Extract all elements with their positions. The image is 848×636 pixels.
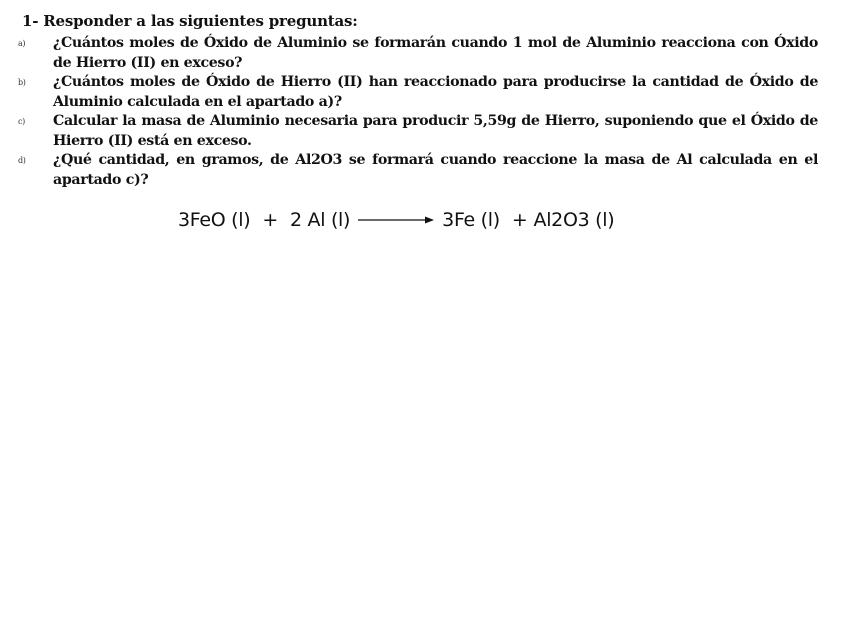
- right-arrow-icon: [358, 214, 434, 226]
- product-fe: 3Fe (l): [442, 209, 500, 231]
- question-list: [18, 34, 818, 190]
- question-text: Calcular la masa de Aluminio necesaria para producir 5,59g de Hierro, suponiendo que el Óxido de Hierro (II) está en exceso.: [53, 113, 818, 149]
- question-item-c: [18, 112, 818, 151]
- question-marker: b): [18, 78, 26, 87]
- product-al2o3: Al2O3 (l): [533, 209, 615, 231]
- question-marker: c): [18, 117, 25, 126]
- question-item-a: [18, 34, 818, 73]
- question-marker: d): [18, 156, 26, 165]
- chemical-equation: [178, 205, 614, 235]
- question-text: ¿Cuántos moles de Óxido de Aluminio se formarán cuando 1 mol de Aluminio reacciona con Óxido de Hierro (II) en exceso?: [53, 35, 818, 71]
- reactant-feo: 3FeO (l): [178, 209, 251, 231]
- section-heading: 1- Responder a las siguientes preguntas:: [22, 12, 358, 30]
- plus-sign: +: [511, 209, 528, 231]
- reactant-al: 2 Al (l): [290, 209, 351, 231]
- plus-sign: +: [262, 209, 278, 231]
- question-text: ¿Qué cantidad, en gramos, de Al2O3 se formará cuando reaccione la masa de Al calculada en el apartado c)?: [53, 152, 818, 188]
- question-item-b: [18, 73, 818, 112]
- question-marker: a): [18, 39, 26, 48]
- question-item-d: [18, 151, 818, 190]
- question-text: ¿Cuántos moles de Óxido de Hierro (II) han reaccionado para producirse la cantidad de Óxido de Aluminio calculada en el apartado a)?: [53, 74, 818, 110]
